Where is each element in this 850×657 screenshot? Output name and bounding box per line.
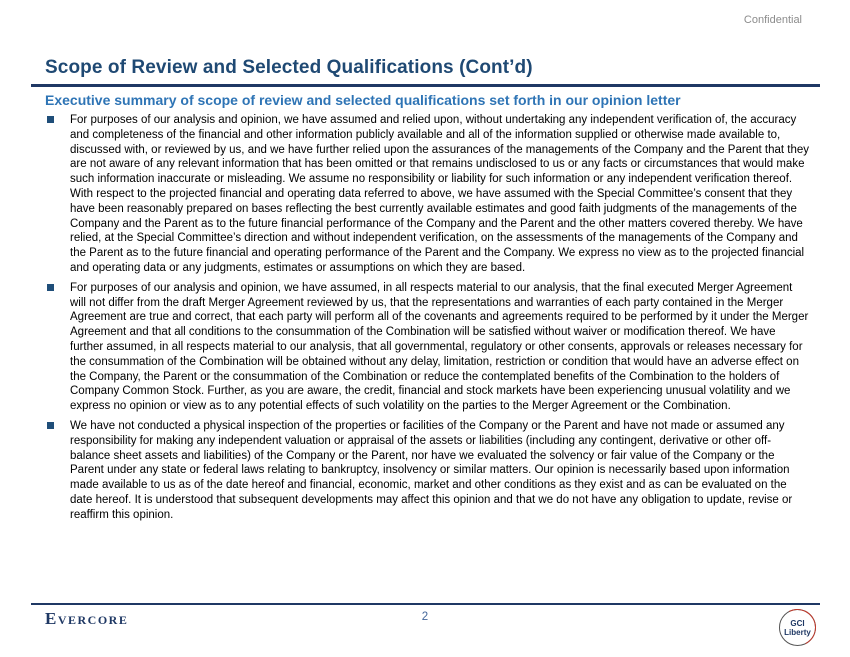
footer-divider [31,603,820,605]
title-divider [31,84,820,87]
page-number: 2 [421,611,429,623]
gci-liberty-logo [779,609,816,646]
confidential-label: Confidential [743,14,802,26]
list-item [45,113,810,276]
bullet-paragraph-1: For purposes of our analysis and opinion, we have assumed and relied upon, without undertaking any independent verification of, the accuracy and completeness of the financial and other information publicly available and all of the information supplied or otherwise made available to, discussed with, or reviewed by us, and we have further relied upon the assurances of the managements of the Company and the Parent that they are not aware of any relevant information that has been omitted or that remains undisclosed to us or any facts or circumstances that would make such information inaccurate or misleading. We assume no responsibility or liability for such information or any independent verification thereof. With respect to the projected financial and operating data referred to above, we have assumed with the Special Committee’s consent that they have been reasonably prepared on bases reflecting the best currently available estimates and good faith judgments of the managements of the Company and the Parent as to the future financial performance of the Company and the Parent and the other matters covered thereby. We have relied, at the Special Committee’s direction and without independent verification, on the assessments of the managements of the Company and the Parent as to the future financial and operating performance of the Parent and the Company. We express no view as to the projected financial and operating data or any judgments, estimates or assumptions on which they are based. [70,114,809,274]
gci-logo-line2: Liberty [784,627,811,637]
list-item [45,419,810,523]
evercore-logo: Evercore [45,609,129,628]
bullet-paragraph-3: We have not conducted a physical inspection of the properties or facilities of the Company or the Parent and have not made or assumed any responsibility for making any independent valuation or appraisal of the assets or liabilities (including any contingent, derivative or other off-balance sheet assets and liabilities) of the Company or the Parent, nor have we evaluated the solvency or fair value of the Company or the Parent under any state or federal laws relating to bankruptcy, insolvency or similar matters. Our opinion is necessarily based upon information made available to us as of the date hereof and financial, economic, market and other conditions as they exist and as can be evaluated on the date hereof. It is understood that subsequent developments may affect this opinion and that we do not have any obligation to update, revise or reaffirm this opinion. [70,419,793,521]
list-item [45,281,810,414]
square-bullet-icon [47,284,54,291]
page-title: Scope of Review and Selected Qualifications (Cont’d) [45,57,533,78]
page-subtitle: Executive summary of scope of review and selected qualifications set forth in our opinion letter [45,92,681,108]
square-bullet-icon [47,116,54,123]
square-bullet-icon [47,422,54,429]
gci-logo-line1: GCI [790,618,805,628]
bullet-list [45,113,810,528]
bullet-paragraph-2: For purposes of our analysis and opinion, we have assumed, in all respects material to our analysis, that the final executed Merger Agreement will not differ from the draft Merger Agreement reviewed by us, that the representations and warranties of each party contained in the Merger Agreement are true and correct, that each party will perform all of the covenants and agreements required to be performed by it under the Merger Agreement and that all conditions to the consummation of the Combination will be satisfied without waiver or modification thereof. We have further assumed, in all respects material to our analysis, that all governmental, regulatory or other consents, approvals or releases necessary for the consummation of the Combination will be obtained without any delay, limitation, restriction or condition that would have an adverse effect on the Company, the Parent or the consummation of the Combination or reduce the contemplated benefits of the Combination to the holders of Company Common Stock. Further, as you are aware, the credit, financial and stock markets have been experiencing unusual volatility and we express no opinion or view as to any potential effects of such volatility on the parties to the Merger Agreement or the Combination. [70,281,809,413]
